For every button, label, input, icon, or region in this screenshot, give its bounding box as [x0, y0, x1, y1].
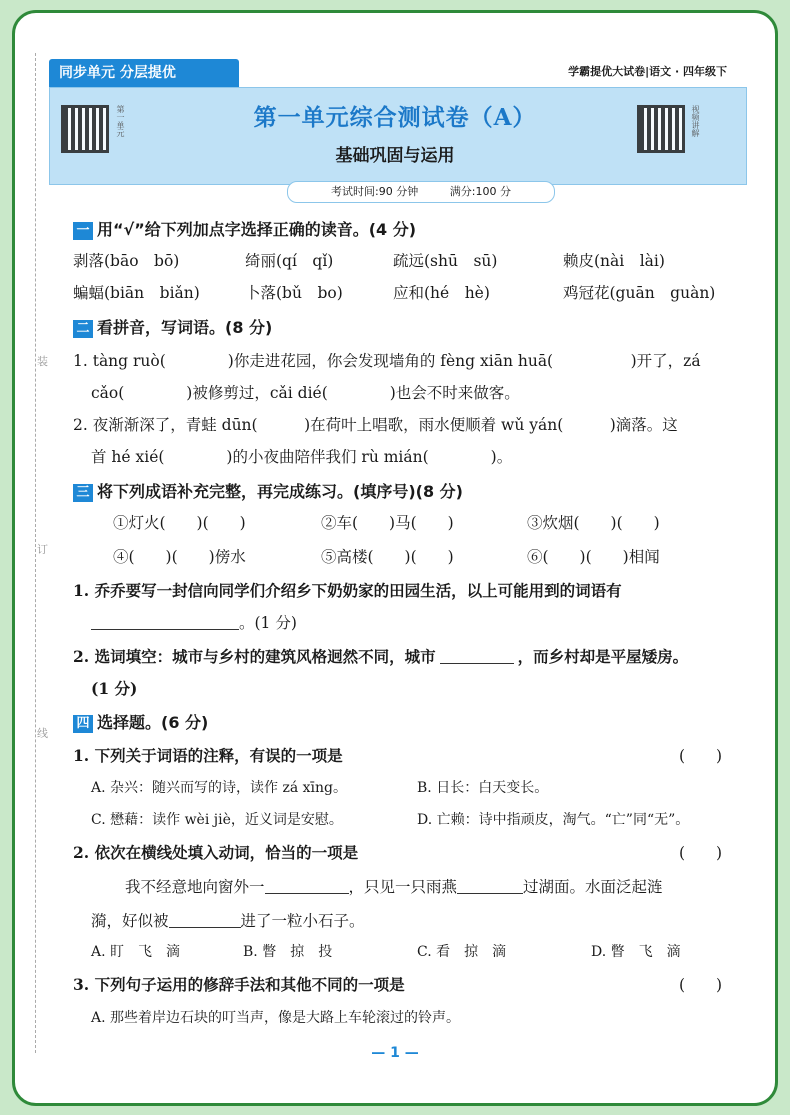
option[interactable]: A. 那些着岸边石块的叮当声，像是大路上车轮滚过的铃声。 [91, 1010, 461, 1026]
section-title: 将下列成语补充完整，再完成练习。(填序号)(8 分) [97, 482, 463, 501]
section-4-heading [73, 710, 208, 733]
section-title: 看拼音，写词语。(8 分) [97, 318, 273, 337]
answer-paren[interactable]: ( ) [679, 844, 723, 862]
question-score: (1 分) [91, 679, 138, 698]
answer-paren[interactable]: ( ) [679, 747, 723, 765]
section-number: 一 [73, 222, 93, 240]
question-line [73, 645, 688, 667]
question-line[interactable]: 1. tàng ruò( )你走进花园，你会发现墙角的 fèng xiān huā( )开了，zá [73, 352, 701, 370]
page-title: 第一单元综合测试卷（A） [253, 104, 537, 131]
question-text: 漪，好似被 [91, 912, 169, 930]
question-line: 1. 乔乔要写一封信向同学们介绍乡下奶奶家的田园生活，以上可能用到的词语有 [73, 581, 622, 600]
question-line: 1. 下列关于词语的注释，有误的一项是 [73, 746, 343, 765]
question-line: 3. 下列句子运用的修辞手法和其他不同的一项是 [73, 975, 405, 994]
qr-caption: 第一单元 [116, 105, 125, 137]
idiom-item[interactable]: ①灯火( )( ) [113, 514, 246, 532]
answer-blank[interactable] [91, 629, 239, 630]
pinyin-choice[interactable]: 卜落(bǔ bo) [245, 284, 343, 302]
option[interactable]: C. 看 掠 滴 [417, 944, 507, 960]
answer-blank[interactable] [169, 927, 241, 928]
question-text: ，只见一只雨燕 [348, 878, 458, 896]
qr-caption: 视频讲解 [691, 105, 700, 137]
question-passage [125, 875, 663, 897]
exam-time: 考试时间:90 分钟 [331, 185, 419, 198]
section-number: 二 [73, 320, 93, 338]
option[interactable]: B. 瞥 掠 投 [243, 944, 333, 960]
pinyin-choice[interactable]: 应和(hé hè) [393, 284, 490, 302]
page-frame [12, 10, 778, 1106]
question-score: 。(1 分) [239, 614, 297, 632]
idiom-item[interactable]: ⑤高楼( )( ) [321, 548, 454, 566]
section-2-heading [73, 315, 272, 338]
option[interactable]: D. 亡赖：诗中指顽皮，淘气。“亡”同“无”。 [417, 812, 690, 828]
series-badge: 同步单元 分层提优 [49, 59, 239, 87]
answer-line[interactable] [91, 611, 297, 633]
option[interactable]: A. 杂兴：随兴而写的诗，读作 zá xīng。 [91, 780, 347, 796]
idiom-item[interactable]: ④( )( )傍水 [113, 548, 246, 566]
pinyin-choice[interactable]: 蝙蝠(biān biǎn) [73, 284, 200, 302]
binding-mark: 订 [37, 543, 48, 556]
question-text: 过湖面。水面泛起涟 [523, 878, 663, 896]
question-passage [91, 909, 365, 931]
question-text: ，而乡村却是平屋矮房。 [517, 647, 689, 666]
binding-mark: 装 [37, 355, 48, 368]
exam-score: 满分:100 分 [449, 185, 511, 198]
section-number: 三 [73, 484, 93, 502]
section-title: 用“√”给下列加点字选择正确的读音。(4 分) [97, 220, 417, 239]
question-line: 2. 依次在横线处填入动词，恰当的一项是 [73, 843, 359, 862]
pinyin-choice[interactable]: 鸡冠花(guān guàn) [563, 284, 716, 302]
binding-mark: 线 [37, 727, 48, 740]
section-1-heading [73, 217, 416, 240]
pinyin-choice[interactable]: 剥落(bāo bō) [73, 252, 180, 270]
question-text: 进了一粒小石子。 [240, 912, 365, 930]
exam-info [287, 181, 555, 203]
question-line[interactable]: 2. 夜渐渐深了，青蛙 dūn( )在荷叶上唱歌，雨水便顺着 wǔ yán( )滴落。这 [73, 416, 678, 434]
question-line[interactable]: 首 hé xié( )的小夜曲陪伴我们 rù mián( )。 [91, 448, 513, 466]
option[interactable]: B. 日长：白天变长。 [417, 780, 549, 796]
option[interactable]: C. 懋藉：读作 wèi jiè，近义词是安慰。 [91, 812, 343, 828]
answer-paren[interactable]: ( ) [679, 976, 723, 994]
page-subtitle: 基础巩固与运用 [335, 146, 455, 166]
question-line[interactable]: cǎo( )被修剪过，cǎi dié( )也会不时来做客。 [91, 384, 520, 402]
section-3-heading [73, 479, 463, 502]
option[interactable]: A. 盯 飞 滴 [91, 944, 181, 960]
idiom-item[interactable]: ⑥( )( )相闻 [527, 548, 660, 566]
page-number: — 1 — [371, 1045, 419, 1061]
question-text: 我不经意地向窗外一 [125, 878, 265, 896]
pinyin-choice[interactable]: 疏远(shū sū) [393, 252, 498, 270]
book-title: 学霸提优大试卷|语文 · 四年级下 [568, 65, 727, 78]
answer-blank[interactable] [457, 893, 523, 894]
option[interactable]: D. 瞥 飞 滴 [591, 944, 681, 960]
section-title: 选择题。(6 分) [97, 713, 209, 732]
answer-blank[interactable] [440, 663, 514, 664]
pinyin-choice[interactable]: 绮丽(qí qǐ) [245, 252, 334, 270]
idiom-item[interactable]: ②车( )马( ) [321, 514, 454, 532]
pinyin-choice[interactable]: 赖皮(nài lài) [563, 252, 665, 270]
answer-blank[interactable] [265, 893, 349, 894]
section-number: 四 [73, 715, 93, 733]
idiom-item[interactable]: ③炊烟( )( ) [527, 514, 660, 532]
question-text: 2. 选词填空：城市与乡村的建筑风格迥然不同，城市 [73, 647, 436, 666]
